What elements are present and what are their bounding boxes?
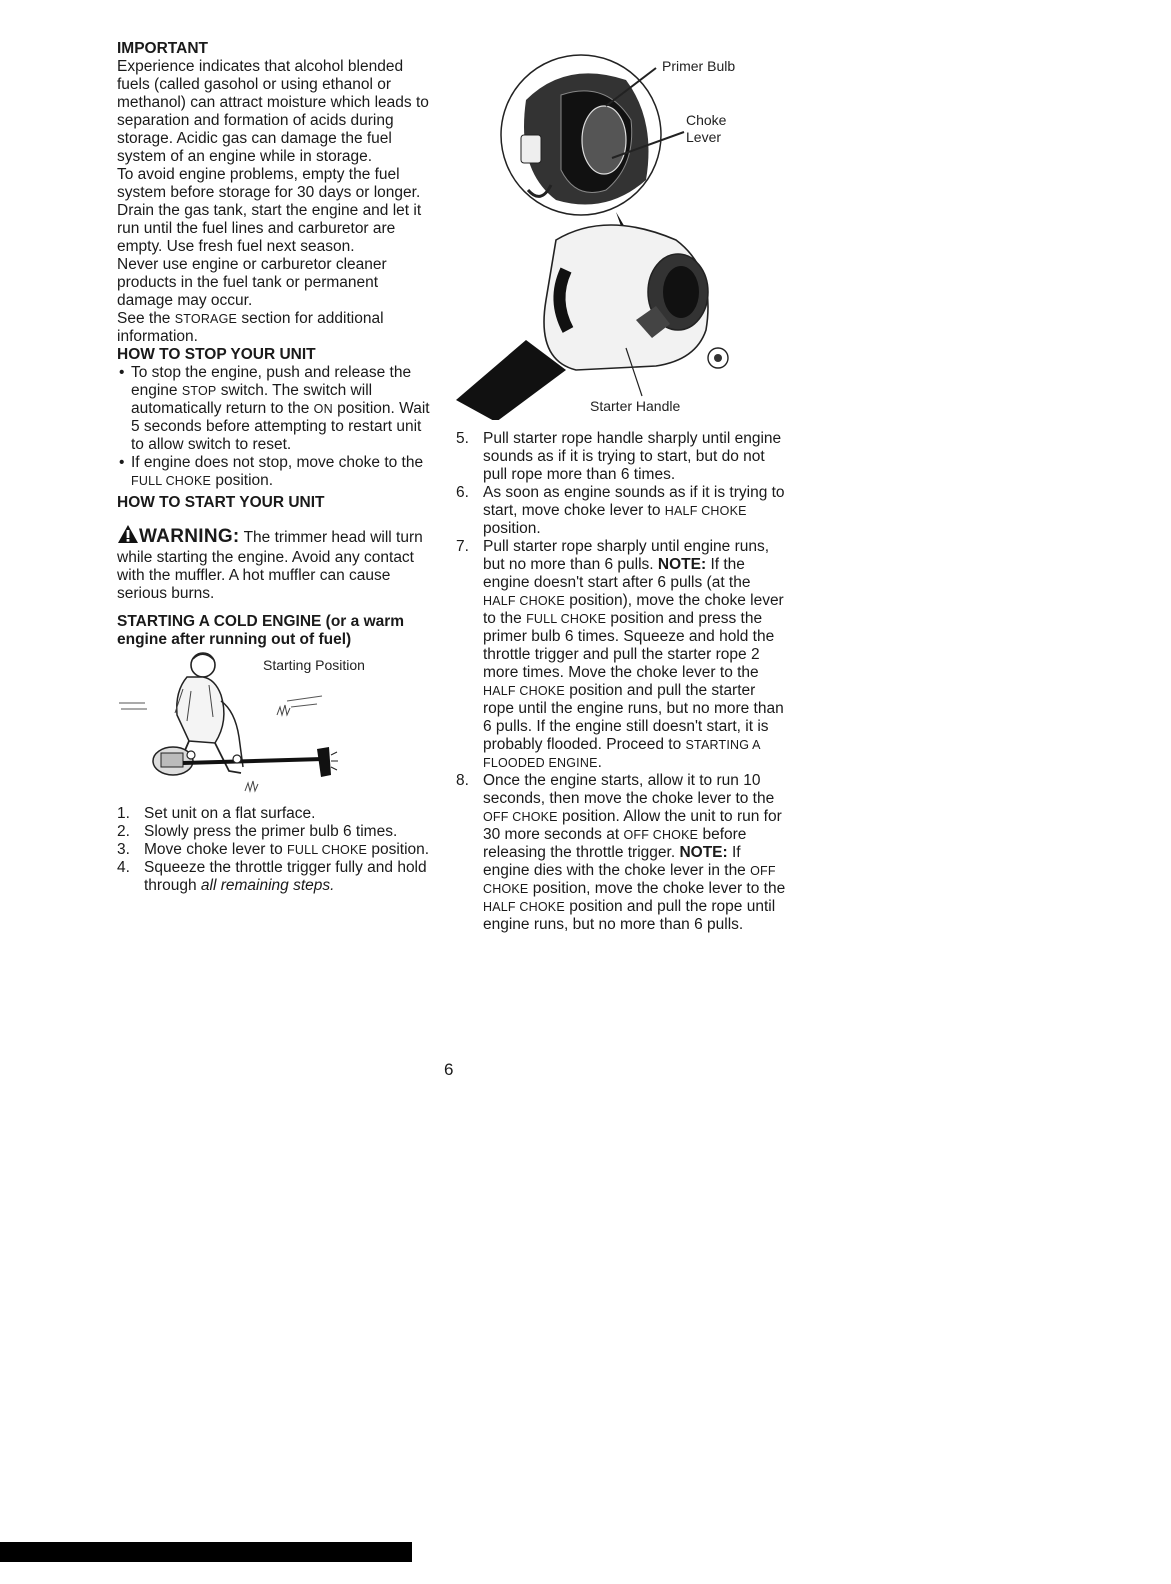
warning-triangle-icon xyxy=(117,524,139,549)
important-para-2: To avoid engine problems, empty the fuel system before storage for 30 days or longer. Drain the gas tank, start the engine and let it run until the fuel lines and carburetor are empty. Use fresh fuel next season. xyxy=(117,166,422,255)
starter-handle-label: Starter Handle xyxy=(590,398,681,414)
list-item: • To stop the engine, push and release the engine STOP switch. The switch will automatically return to the ON position. Wait 5 seconds before attempting to restart unit to allow switch to reset. xyxy=(119,364,430,453)
list-item: 4. Squeeze the throttle trigger fully and hold through all remaining steps. xyxy=(117,859,427,894)
important-para-3: Never use engine or carburetor cleaner products in the fuel tank or permanent damage may occur. xyxy=(117,256,387,309)
steps-left xyxy=(117,805,437,895)
list-item: 2. Slowly press the primer bulb 6 times. xyxy=(117,823,398,840)
list-item: • If engine does not stop, move choke to the FULL CHOKE position. xyxy=(119,454,424,489)
starting-position-label: Starting Position xyxy=(263,657,365,673)
warning-label: WARNING: xyxy=(139,526,240,547)
cold-engine-heading: STARTING A COLD ENGINE (or a warm engine after running out of fuel) xyxy=(117,613,405,648)
left-column xyxy=(117,40,437,895)
list-item: 8. Once the engine starts, allow it to run 10 seconds, then move the choke lever to the OFF CHOKE position. Allow the unit to run for 30 more seconds at OFF CHOKE before releasing the throttle trigger. NOTE: If engine dies with the choke lever in the OFF CHOKE position, move the choke lever to the HALF CHOKE position and pull the rope until engine runs, but no more than 6 pulls. xyxy=(456,772,786,933)
stop-heading: HOW TO STOP YOUR UNIT xyxy=(117,346,316,363)
start-heading: HOW TO START YOUR UNIT xyxy=(117,494,325,511)
list-item: 6. As soon as engine sounds as if it is trying to start, move choke lever to HALF CHOKE position. xyxy=(456,484,785,537)
list-item: 3. Move choke lever to FULL CHOKE position. xyxy=(117,841,430,858)
engine-controls-illustration xyxy=(456,40,786,420)
bottom-black-bar xyxy=(0,1542,412,1562)
warning-block xyxy=(117,524,437,603)
stop-bullets xyxy=(117,364,437,490)
list-item: 7. Pull starter rope sharply until engine runs, but no more than 6 pulls. NOTE: If the engine doesn't start after 6 pulls (at the HALF CHOKE position), move the choke lever to the FULL CHOKE position and press the primer bulb 6 times. Squeeze and hold the throttle trigger and pull the starter rope 2 more times. Move the choke lever to the HALF CHOKE position and pull the starter rope until the engine runs, but no more than 6 pulls. If the engine still doesn't start, it is probably flooded. Proceed to STARTING A FLOODED ENGINE. xyxy=(456,538,784,771)
list-item: 5. Pull starter rope handle sharply until engine sounds as if it is trying to start, but do not pull rope more than 6 times. xyxy=(456,430,782,483)
important-para-1: Experience indicates that alcohol blended fuels (called gasohol or using ethanol or methanol) can attract moisture which leads to separation and formation of acids during storage. Acidic gas can damage the fuel system of an engine while in storage. xyxy=(117,58,429,165)
choke-lever-label-2: Lever xyxy=(686,129,722,145)
important-para-4: See the STORAGE section for additional information. xyxy=(117,310,384,345)
starting-position-figure xyxy=(117,651,437,799)
primer-bulb-label: Primer Bulb xyxy=(662,58,736,74)
engine-controls-figure xyxy=(456,40,786,420)
warning-text: The trimmer head will turn while starting the engine. Avoid any contact with the muffler. A hot muffler can cause serious burns. xyxy=(117,529,423,602)
right-column xyxy=(456,40,786,934)
choke-lever-label-1: Choke xyxy=(686,112,727,128)
list-item: 1. Set unit on a flat surface. xyxy=(117,805,316,822)
page-number: 6 xyxy=(444,1060,454,1079)
steps-right xyxy=(456,430,786,934)
important-heading: IMPORTANT xyxy=(117,40,208,57)
